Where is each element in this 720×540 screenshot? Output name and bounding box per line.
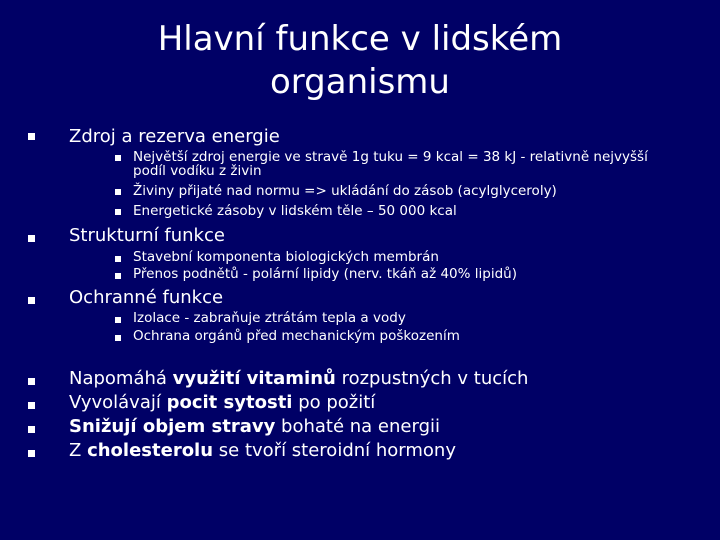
text-bold: využití vitaminů	[172, 368, 336, 389]
bullet-icon	[115, 209, 121, 215]
bullet-icon	[28, 402, 35, 409]
bullet-icon	[28, 297, 35, 304]
bullet-icon	[115, 256, 121, 262]
sub-item: Ochrana orgánů před mechanickým poškozením	[133, 328, 460, 344]
text-bold: Snižují objem stravy	[69, 416, 276, 437]
item-cholesterol	[69, 440, 456, 462]
sub-item: Přenos podnětů - polární lipidy (nerv. tkáň až 40% lipidů)	[133, 266, 517, 282]
bullet-icon	[115, 189, 121, 195]
sub-item: Stavební komponenta biologických membrán	[133, 249, 439, 265]
text-part: Napomáhá	[69, 368, 173, 389]
item-energy: Zdroj a rezerva energie	[69, 126, 280, 147]
item-volume	[69, 416, 440, 438]
item-protective: Ochranné funkce	[69, 287, 224, 308]
text-part: rozpustných v tucích	[335, 368, 529, 389]
bullet-icon	[115, 317, 121, 323]
bullet-icon	[28, 426, 35, 433]
sub-item: Izolace - zabraňuje ztrátám tepla a vody	[133, 310, 406, 326]
item-vitamins	[69, 368, 528, 390]
text-part: bohaté na energii	[275, 416, 440, 437]
bullet-icon	[115, 155, 121, 161]
text-part: Z	[69, 440, 88, 461]
bullet-icon	[28, 378, 35, 385]
bullet-icon	[28, 450, 35, 457]
text-part: Vyvolávají	[69, 392, 167, 413]
bullet-icon	[115, 273, 121, 279]
bullet-icon	[115, 335, 121, 341]
slide-title: Hlavní funkce v lidském organismu	[157, 19, 563, 102]
text-part: po požití	[292, 392, 376, 413]
item-satiety	[69, 392, 375, 414]
sub-item: Energetické zásoby v lidském těle – 50 000 kcal	[133, 203, 457, 219]
bullet-icon	[28, 235, 35, 242]
bullet-icon	[28, 133, 35, 140]
text-part: se tvoří steroidní hormony	[213, 440, 456, 461]
sub-item: Živiny přijaté nad normu => ukládání do zásob (acylglyceroly)	[133, 183, 557, 199]
text-bold: pocit sytosti	[166, 392, 293, 413]
sub-item: Největší zdroj energie ve stravě 1g tuku = 9 kcal = 38 kJ - relativně nejvyšší podíl vodíku z živin	[133, 149, 648, 179]
item-structural: Strukturní funkce	[69, 225, 225, 246]
text-bold: cholesterolu	[87, 440, 214, 461]
